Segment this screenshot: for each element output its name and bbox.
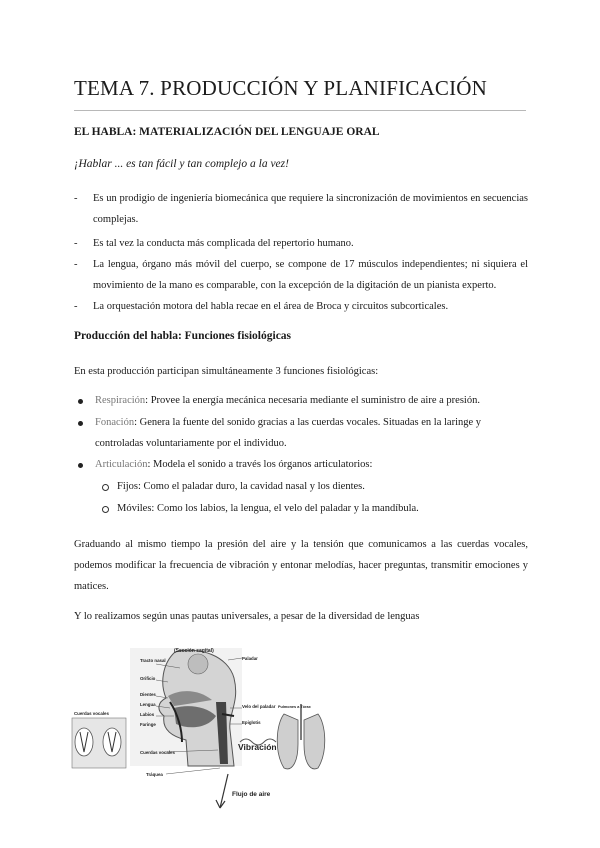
figure-label-paladar: Paladar <box>242 656 258 661</box>
figure-label-lengua: Lengua <box>140 702 156 707</box>
dash-marker: - <box>74 301 78 312</box>
figure-label-pulmones: Pulmones a Tórax <box>278 705 311 709</box>
figure-label-orificio: Orificio <box>140 676 156 681</box>
list-item: La orquestación motora del habla recae en el área de Broca y circuitos subcorticales. <box>93 301 449 312</box>
circle-bullet-icon <box>102 506 109 513</box>
dash-marker: - <box>74 238 78 249</box>
figure-label-labios: Labios <box>140 712 155 717</box>
section-heading-funciones: Producción del habla: Funciones fisiológicas <box>74 330 292 342</box>
body-paragraph: Y lo realizamos según unas pautas universales, a pesar de la diversidad de lenguas <box>74 611 420 622</box>
function-item <box>95 412 528 454</box>
sub-list-item: Fijos: Como el paladar duro, la cavidad nasal y los dientes. <box>117 481 365 492</box>
list-item: Es tal vez la conducta más complicada del repertorio humano. <box>93 238 354 249</box>
figure-label-vibracion: Vibración <box>238 742 277 752</box>
intro-paragraph: En esta producción participan simultáneamente 3 funciones fisiológicas: <box>74 366 379 377</box>
title-divider <box>74 110 526 111</box>
figure-label-nasal: Tracto nasal <box>140 658 166 663</box>
figure-label-traquea: Tráquea <box>146 772 163 777</box>
figure-label-sagittal: (Sección sagital) <box>174 648 214 654</box>
section-heading-habla: EL HABLA: MATERIALIZACIÓN DEL LENGUAJE ORAL <box>74 126 380 138</box>
function-desc: : Modela el sonido a través los órganos articulatorios: <box>147 459 373 470</box>
dash-marker: - <box>74 259 78 270</box>
sub-list-item: Móviles: Como los labios, la lengua, el velo del paladar y la mandíbula. <box>117 503 419 514</box>
vocal-cords-inset <box>72 718 126 768</box>
function-item <box>95 454 528 475</box>
function-term: Fonación <box>95 417 135 428</box>
circle-bullet-icon <box>102 484 109 491</box>
figure-label-cuerdas: Cuerdas vocales <box>140 750 175 755</box>
figure-label-faringe: Faringe <box>140 722 156 727</box>
page-title: TEMA 7. PRODUCCIÓN Y PLANIFICACIÓN <box>74 76 488 100</box>
body-paragraph: Graduando al mismo tiempo la presión del aire y la tensión que comunicamos a las cuerdas vocales, podemos modificar la frecuencia de vibración y entonar melodías, hacer preguntas, transmitir emociones y matices. <box>74 539 528 592</box>
intro-quote: ¡Hablar ... es tan fácil y tan complejo a la vez! <box>74 158 289 170</box>
function-desc: : Provee la energía mecánica necesaria mediante el suministro de aire a presión. <box>145 395 480 406</box>
bullet-icon <box>78 399 83 404</box>
list-item: La lengua, órgano más móvil del cuerpo, se compone de 17 músculos independientes; ni siquiera el movimiento de la mano es comparable, con la excepción de la digitación de un pianista experto. <box>93 259 528 291</box>
dash-marker: - <box>74 193 78 204</box>
list-item: Es un prodigio de ingeniería biomecánica que requiere la sincronización de movimientos en secuencias complejas. <box>93 193 528 225</box>
figure-label-cuerdas-inset: Cuerdas vocales <box>74 711 109 716</box>
function-desc: : Genera la fuente del sonido gracias a las cuerdas vocales. Situadas en la laringe y controladas voluntariamente por el individuo. <box>95 417 482 449</box>
function-term: Respiración <box>95 395 146 406</box>
figure-label-velo: Velo del paladar <box>242 704 276 709</box>
speech-anatomy-figure <box>70 644 330 814</box>
figure-label-dientes: Dientes <box>140 692 156 697</box>
figure-label-flujo: Flujo de aire <box>232 791 271 798</box>
head-sagittal-section <box>130 648 242 766</box>
function-item <box>95 390 528 411</box>
figure-label-epiglotis: Epiglotis <box>242 720 261 725</box>
function-term: Articulación <box>95 459 148 470</box>
bullet-icon <box>78 421 83 426</box>
bullet-icon <box>78 463 83 468</box>
